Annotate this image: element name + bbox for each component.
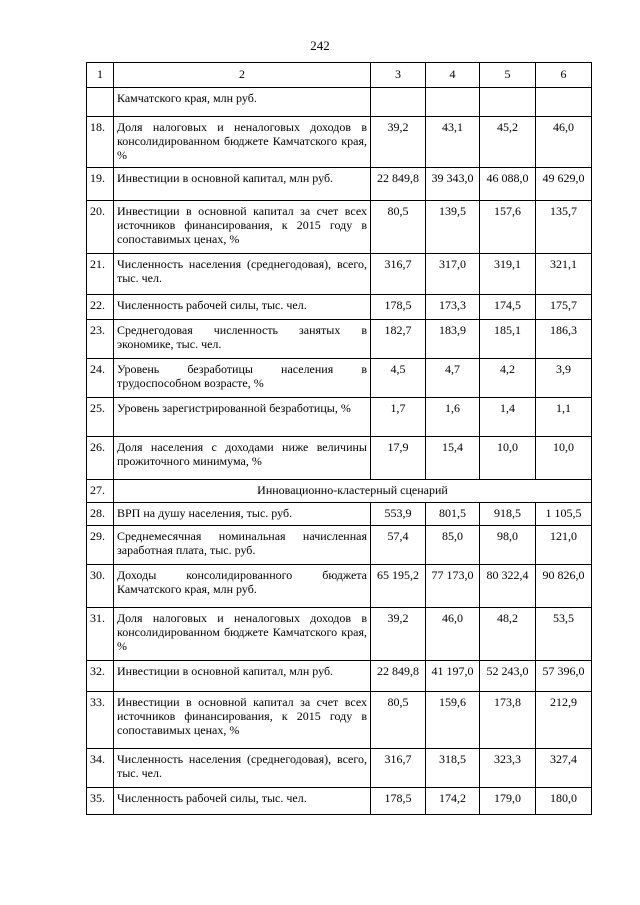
indicator-value: 801,5	[426, 503, 480, 526]
indicator-value: 10,0	[536, 437, 592, 480]
indicator-name: Уровень безработицы населения в трудоспособном возрасте, %	[114, 359, 371, 398]
indicator-name: Численность рабочей силы, тыс. чел.	[114, 295, 371, 320]
indicator-value: 318,5	[426, 749, 480, 788]
indicator-value: 316,7	[371, 749, 426, 788]
row-number: 25.	[87, 398, 114, 437]
indicator-value: 212,9	[536, 692, 592, 749]
row-number: 22.	[87, 295, 114, 320]
indicator-value: 77 173,0	[426, 565, 480, 608]
indicator-value: 1,6	[426, 398, 480, 437]
indicator-name: ВРП на душу населения, тыс. руб.	[114, 503, 371, 526]
indicator-value	[426, 88, 480, 117]
indicator-value	[371, 88, 426, 117]
indicator-value: 57,4	[371, 526, 426, 565]
column-number: 5	[480, 63, 536, 88]
column-number: 2	[114, 63, 371, 88]
indicator-name: Доля налоговых и неналоговых доходов в консолидированном бюджете Камчатского края, %	[114, 608, 371, 661]
indicator-value: 183,9	[426, 320, 480, 359]
indicator-value: 174,2	[426, 788, 480, 815]
indicator-name: Камчатского края, млн руб.	[114, 88, 371, 117]
indicator-value: 39 343,0	[426, 168, 480, 201]
row-number: 28.	[87, 503, 114, 526]
indicator-value: 17,9	[371, 437, 426, 480]
indicator-value: 4,5	[371, 359, 426, 398]
row-number: 33.	[87, 692, 114, 749]
indicator-value: 327,4	[536, 749, 592, 788]
indicator-value: 90 826,0	[536, 565, 592, 608]
table-row	[87, 398, 592, 437]
indicator-value: 57 396,0	[536, 661, 592, 692]
row-number: 35.	[87, 788, 114, 815]
indicator-value: 316,7	[371, 254, 426, 295]
column-number: 1	[87, 63, 114, 88]
indicator-value: 80,5	[371, 692, 426, 749]
indicator-value: 1,4	[480, 398, 536, 437]
table-row	[87, 359, 592, 398]
indicator-value: 185,1	[480, 320, 536, 359]
indicator-value: 553,9	[371, 503, 426, 526]
table-row	[87, 608, 592, 661]
indicator-value: 182,7	[371, 320, 426, 359]
indicator-value: 178,5	[371, 788, 426, 815]
column-number: 6	[536, 63, 592, 88]
indicator-value: 323,3	[480, 749, 536, 788]
indicator-value: 10,0	[480, 437, 536, 480]
indicator-value: 174,5	[480, 295, 536, 320]
indicator-value: 46,0	[536, 117, 592, 168]
column-number: 4	[426, 63, 480, 88]
indicator-value: 98,0	[480, 526, 536, 565]
indicator-value: 41 197,0	[426, 661, 480, 692]
indicator-value: 22 849,8	[371, 661, 426, 692]
table-row	[87, 661, 592, 692]
row-number: 18.	[87, 117, 114, 168]
table-row	[87, 749, 592, 788]
indicator-value: 178,5	[371, 295, 426, 320]
indicator-value: 173,3	[426, 295, 480, 320]
page-number: 242	[310, 38, 330, 53]
indicator-value: 121,0	[536, 526, 592, 565]
column-number-row	[87, 63, 592, 88]
indicator-name: Среднегодовая численность занятых в экономике, тыс. чел.	[114, 320, 371, 359]
indicator-value: 49 629,0	[536, 168, 592, 201]
indicator-value	[536, 88, 592, 117]
indicator-value: 46 088,0	[480, 168, 536, 201]
indicator-value: 173,8	[480, 692, 536, 749]
indicator-value: 46,0	[426, 608, 480, 661]
row-number: 31.	[87, 608, 114, 661]
indicator-value: 85,0	[426, 526, 480, 565]
indicator-value: 48,2	[480, 608, 536, 661]
indicator-value: 45,2	[480, 117, 536, 168]
table-row	[87, 88, 592, 117]
table-row	[87, 788, 592, 815]
indicator-value: 186,3	[536, 320, 592, 359]
indicator-value: 39,2	[371, 608, 426, 661]
row-number: 20.	[87, 201, 114, 254]
row-number: 29.	[87, 526, 114, 565]
indicator-value: 4,2	[480, 359, 536, 398]
indicator-name: Среднемесячная номинальная начисленная заработная плата, тыс. руб.	[114, 526, 371, 565]
row-number: 26.	[87, 437, 114, 480]
indicator-value: 15,4	[426, 437, 480, 480]
indicator-name: Доля налоговых и неналоговых доходов в консолидированном бюджете Камчатского края, %	[114, 117, 371, 168]
row-number: 23.	[87, 320, 114, 359]
indicator-name: Инвестиции в основной капитал, млн руб.	[114, 168, 371, 201]
indicator-value: 321,1	[536, 254, 592, 295]
table-row	[87, 692, 592, 749]
indicator-name: Численность населения (среднегодовая), всего, тыс. чел.	[114, 254, 371, 295]
indicator-value: 319,1	[480, 254, 536, 295]
indicator-value: 159,6	[426, 692, 480, 749]
indicator-value: 1,1	[536, 398, 592, 437]
indicator-value: 52 243,0	[480, 661, 536, 692]
row-number: 24.	[87, 359, 114, 398]
table-row	[87, 565, 592, 608]
indicator-value: 1 105,5	[536, 503, 592, 526]
table-row	[87, 437, 592, 480]
section-row	[87, 480, 592, 503]
indicator-value: 180,0	[536, 788, 592, 815]
indicator-value: 175,7	[536, 295, 592, 320]
row-number: 27.	[87, 480, 114, 503]
indicator-name: Уровень зарегистрированной безработицы, %	[114, 398, 371, 437]
indicator-value: 53,5	[536, 608, 592, 661]
indicator-name: Численность рабочей силы, тыс. чел.	[114, 788, 371, 815]
indicator-name: Доля населения с доходами ниже величины прожиточного минимума, %	[114, 437, 371, 480]
table-row	[87, 117, 592, 168]
row-number	[87, 88, 114, 117]
indicator-value: 22 849,8	[371, 168, 426, 201]
row-number: 30.	[87, 565, 114, 608]
scenario-heading: Инновационно-кластерный сценарий	[114, 480, 592, 503]
row-number: 32.	[87, 661, 114, 692]
table-row	[87, 168, 592, 201]
indicator-value: 317,0	[426, 254, 480, 295]
indicator-value	[480, 88, 536, 117]
indicator-name: Инвестиции в основной капитал за счет всех источников финансирования, к 2015 году в сопоставимых ценах, %	[114, 692, 371, 749]
table-row	[87, 320, 592, 359]
table-row	[87, 254, 592, 295]
table-row	[87, 295, 592, 320]
indicator-value: 80 322,4	[480, 565, 536, 608]
row-number: 21.	[87, 254, 114, 295]
row-number: 19.	[87, 168, 114, 201]
table-row	[87, 503, 592, 526]
indicator-value: 65 195,2	[371, 565, 426, 608]
table-row	[87, 201, 592, 254]
indicator-value: 918,5	[480, 503, 536, 526]
indicator-value: 139,5	[426, 201, 480, 254]
column-number: 3	[371, 63, 426, 88]
indicator-value: 135,7	[536, 201, 592, 254]
indicator-name: Инвестиции в основной капитал, млн руб.	[114, 661, 371, 692]
indicator-value: 3,9	[536, 359, 592, 398]
indicator-value: 157,6	[480, 201, 536, 254]
indicator-name: Численность населения (среднегодовая), всего, тыс. чел.	[114, 749, 371, 788]
indicator-value: 1,7	[371, 398, 426, 437]
indicator-name: Инвестиции в основной капитал за счет всех источников финансирования, к 2015 году в сопоставимых ценах, %	[114, 201, 371, 254]
indicator-name: Доходы консолидированного бюджета Камчатского края, млн руб.	[114, 565, 371, 608]
table-row	[87, 526, 592, 565]
indicator-value: 80,5	[371, 201, 426, 254]
indicator-value: 43,1	[426, 117, 480, 168]
row-number: 34.	[87, 749, 114, 788]
indicators-table	[86, 62, 592, 815]
indicator-value: 39,2	[371, 117, 426, 168]
indicator-value: 4,7	[426, 359, 480, 398]
indicator-value: 179,0	[480, 788, 536, 815]
